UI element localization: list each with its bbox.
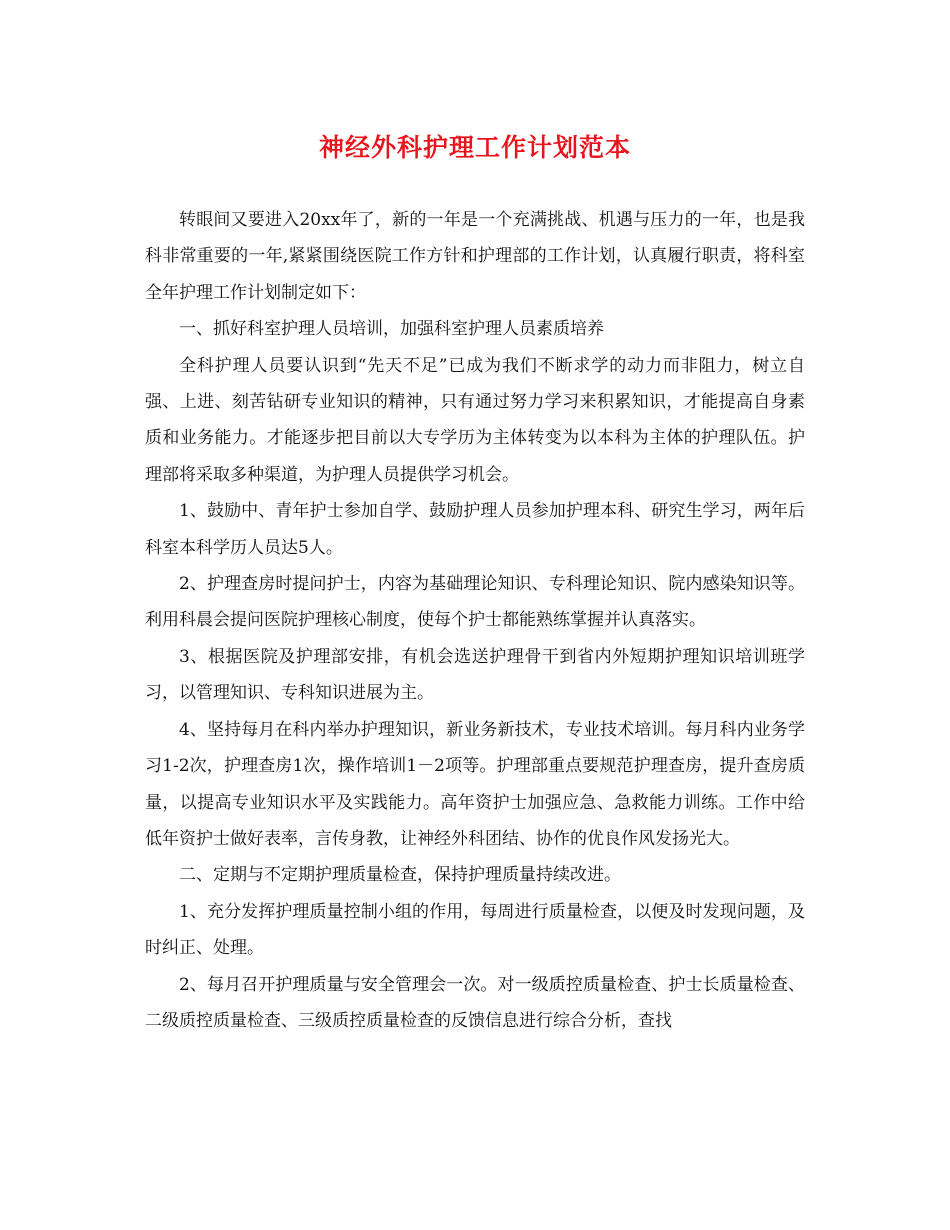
list-item: 1、鼓励中、青年护士参加自学、鼓励护理人员参加护理本科、研究生学习，两年后科室本科学历人员达5人。	[145, 501, 805, 558]
paragraph: 全科护理人员要认识到“先天不足”已成为我们不断求学的动力而非阻力，树立自强、上进、刻苦钻研专业知识的精神，只有通过努力学习来积累知识，才能提高自身素质和业务能力。才能逐步把目前以大专学历为主体转变为以本科为主体的护理队伍。护理部将采取多种渠道，为护理人员提供学习机会。	[145, 355, 805, 485]
section-heading-1: 一、抓好科室护理人员培训，加强科室护理人员素质培养	[179, 319, 604, 340]
document-body	[145, 202, 805, 1039]
list-item: 4、坚持每月在科内举办护理知识，新业务新技术，专业技术培训。每月科内业务学习1-2次，护理查房1次，操作培训1－2项等。护理部重点要规范护理查房，提升查房质量，以提高专业知识水平及实践能力。高年资护士加强应急、急救能力训练。工作中给低年资护士做好表率，言传身教，让神经外科团结、协作的优良作风发扬光大。	[145, 719, 805, 849]
list-item: 2、每月召开护理质量与安全管理会一次。对一级质控质量检查、护士长质量检查、二级质控质量检查、三级质控质量检查的反馈信息进行综合分析，查找	[145, 974, 805, 1031]
paragraph-intro: 转眼间又要进入20xx年了，新的一年是一个充满挑战、机遇与压力的一年，也是我科非常重要的一年,紧紧围绕医院工作方针和护理部的工作计划，认真履行职责，将科室全年护理工作计划制定如下：	[145, 210, 805, 303]
document-title: 神经外科护理工作计划范本	[318, 133, 631, 162]
list-item: 1、充分发挥护理质量控制小组的作用，每周进行质量检查，以便及时发现问题，及时纠正、处理。	[145, 901, 805, 959]
list-item: 2、护理查房时提问护士，内容为基础理论知识、专科理论知识、院内感染知识等。利用科晨会提问医院护理核心制度，使每个护士都能熟练掌握并认真落实。	[145, 574, 805, 631]
list-item: 3、根据医院及护理部安排，有机会选送护理骨干到省内外短期护理知识培训班学习，以管理知识、专科知识进展为主。	[145, 646, 805, 704]
section-heading-2: 二、定期与不定期护理质量检查，保持护理质量持续改进。	[179, 865, 621, 886]
